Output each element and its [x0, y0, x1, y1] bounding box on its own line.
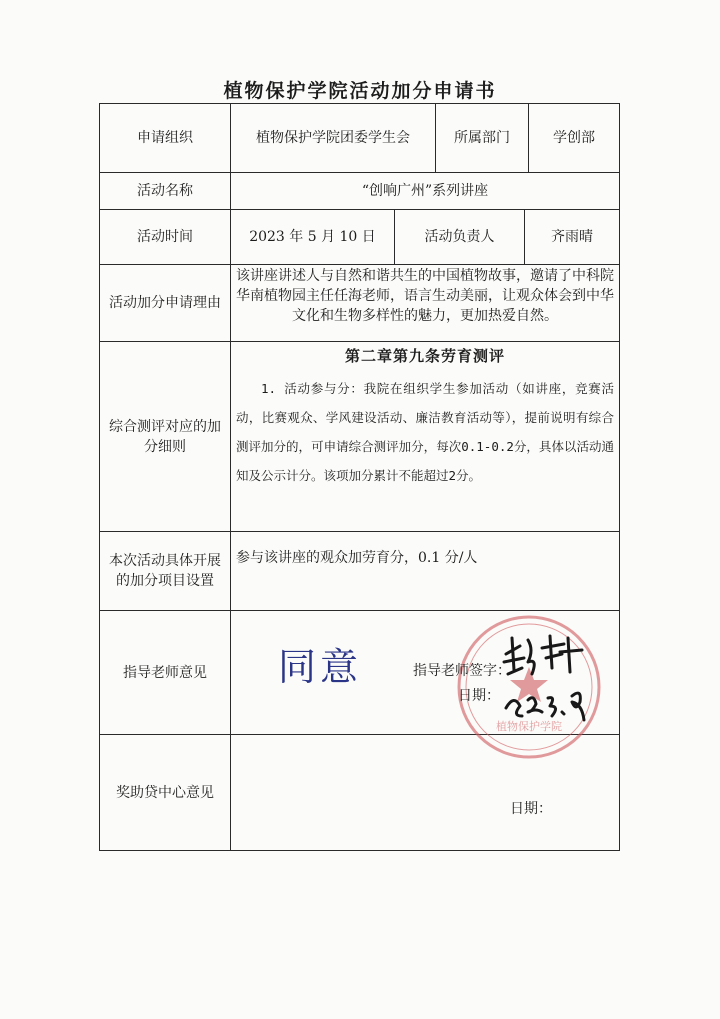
leader-label: 活动负责人 [424, 229, 495, 245]
advisor-sign-label: 指导老师签字： [413, 663, 511, 679]
rules-chapter: 第二章第九条劳育测评 [344, 347, 505, 365]
leader-value: 齐雨晴 [551, 229, 593, 245]
handwritten-signature [498, 628, 608, 726]
page-title: 植物保护学院活动加分申请书 [223, 80, 497, 102]
rules-text: 1. 活动参与分：我院在组织学生参加活动（如讲座，竞赛活动，比赛观众、学风建设活动、廉洁教育活动等），提前说明有综合测评加分的，可申请综合测评加分，每次0.1-0.2分，具体以活动通知及公示计分。该项加分累计不能超过2分。 [236, 381, 614, 483]
activity-time-label: 活动时间 [137, 229, 193, 245]
center-label: 奖助贷中心意见 [116, 784, 214, 801]
advisor-date-label: 日期： [458, 688, 500, 704]
activity-name-value: “创响广州”系列讲座 [361, 183, 489, 199]
items-label: 本次活动具体开展的加分项目设置 [109, 553, 221, 589]
advisor-label: 指导老师意见 [123, 664, 207, 681]
org-label: 申请组织 [137, 130, 193, 146]
center-date-label: 日期： [510, 801, 552, 817]
rules-label: 综合测评对应的加分细则 [109, 418, 221, 455]
reason-text: 该讲座讲述人与自然和谐共生的中国植物故事，邀请了中科院华南植物园主任任海老师，语言生动美丽，让观众体会到中华文化和生物多样性的魅力，更加热爱自然。 [236, 268, 614, 324]
reason-label: 活动加分申请理由 [109, 295, 221, 311]
svg-text:植物保护学院: 植物保护学院 [496, 720, 562, 733]
items-text: 参与该讲座的观众加劳育分，0.1 分/人 [236, 550, 478, 566]
activity-name-label: 活动名称 [137, 183, 193, 199]
org-value: 植物保护学院团委学生会 [256, 130, 410, 146]
application-form [99, 103, 620, 851]
dept-value: 学创部 [553, 130, 595, 146]
dept-label: 所属部门 [454, 130, 510, 146]
activity-time-value: 2023 年 5 月 10 日 [249, 229, 376, 245]
advisor-opinion: 同意 [278, 645, 363, 689]
